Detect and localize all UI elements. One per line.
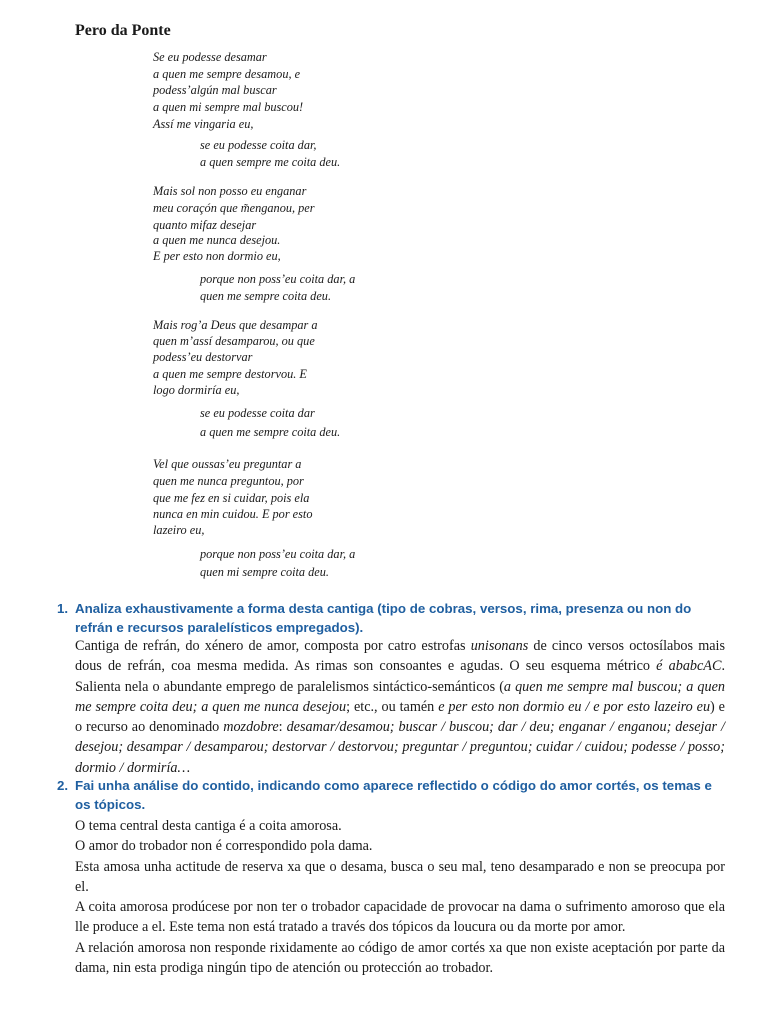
poem-line: E per esto non dormio eu, bbox=[153, 249, 281, 263]
poem-line: meu coraçón que m̃enganou, per bbox=[153, 201, 315, 215]
answer-1 bbox=[75, 636, 725, 778]
poem-line: Mais sol non posso eu enganar bbox=[153, 184, 307, 198]
poem-line: podess’eu destorvar bbox=[153, 350, 253, 364]
answer-text: . Salienta nela o abundante emprego de paralelismos sintáctico-semánticos ( bbox=[75, 658, 725, 695]
answer-paragraph: O tema central desta cantiga é a coita amorosa. bbox=[75, 818, 342, 834]
question-text: Fai unha análise do contido, indicando como aparece reflectido o código do amor cortés, os temas e os tópicos. bbox=[75, 778, 712, 812]
question-1 bbox=[57, 599, 725, 637]
refrain-line: a quen sempre me coita deu. bbox=[200, 155, 341, 169]
poem-line: quanto mifaz desejar bbox=[153, 218, 257, 232]
answer-text: : bbox=[278, 719, 287, 736]
question-text: Analiza exhaustivamente a forma desta cantiga (tipo de cobras, versos, rima, presenza ou non do refrán e recursos paralelísticos empregados). bbox=[75, 601, 692, 635]
poem-line: a quen me nunca desejou. bbox=[153, 233, 281, 247]
answer-italic: unisonans bbox=[470, 638, 529, 654]
poem-line: Mais rog’a Deus que desampar a bbox=[153, 318, 318, 332]
poem-title: Pero da Ponte bbox=[75, 22, 171, 39]
poem-line: Assí me vingaria eu, bbox=[153, 117, 254, 131]
answer-italic: desamar/desamou; buscar / buscou; dar / deu; enganar / enganou; desejar / desejou; desampar / desamparou; destorvar / destorvou; preguntar / preguntou; cuidar / cuidou; podesse / posso; dormio / dormiría… bbox=[75, 719, 725, 776]
answer-paragraph: A coita amorosa prodúcese por non ter o trobador capacidade de provocar na dama o sufrimento amoroso que ela lle produce a el. Este tema non está tratado a través dos tópicos da loucura ou da morte por amor. bbox=[75, 899, 725, 936]
answer-italic: a quen me sempre mal buscou; a quen me sempre coita deu; a quen me nunca desejou bbox=[75, 678, 725, 715]
poem-line: Vel que oussas’eu preguntar a bbox=[153, 457, 302, 471]
refrain-line: quen me sempre coita deu. bbox=[200, 289, 332, 303]
refrain-line: porque non poss’eu coita dar, a bbox=[200, 547, 356, 561]
answer-paragraph: Esta amosa unha actitude de reserva xa que o desama, busca o seu mal, teno desamparado e non se preocupa por el. bbox=[75, 858, 725, 895]
answer-paragraph: A relación amorosa non responde rixidamente ao código de amor cortés xa que non existe aceptación por parte da dama, nin esta prodiga ningún tipo de atención ou protección ao trobador. bbox=[75, 939, 725, 977]
question-number: 2. bbox=[57, 778, 69, 793]
answer-paragraph: O amor do trobador non é correspondido pola dama. bbox=[75, 838, 373, 855]
question-number: 1. bbox=[57, 601, 69, 616]
question-2 bbox=[57, 776, 725, 814]
answer-text: ) e o recurso ao denominado bbox=[75, 698, 725, 736]
poem-line: a quen me sempre desamou, e bbox=[153, 67, 301, 81]
refrain-line: se eu podesse coita dar, bbox=[200, 138, 317, 152]
poem-line: que me fez en si cuidar, pois ela bbox=[153, 491, 310, 505]
refrain-line: a quen me sempre coita deu. bbox=[200, 425, 341, 439]
answer-text: Cantiga de refrán, do xénero de amor, composta por catro estrofas bbox=[75, 638, 471, 654]
poem-line: podess’algún mal buscar bbox=[153, 83, 277, 97]
answer-italic: é ababcAC bbox=[656, 658, 722, 675]
poem-line: logo dormiría eu, bbox=[153, 383, 240, 397]
answer-italic: mozdobre bbox=[223, 719, 279, 736]
poem-line: lazeiro eu, bbox=[153, 523, 205, 537]
answer-paragraph bbox=[75, 636, 725, 778]
poem-line: quen m’assí desamparou, ou que bbox=[153, 334, 315, 348]
refrain-line: quen mi sempre coita deu. bbox=[200, 565, 329, 579]
answer-text: ; etc., ou tamén bbox=[346, 698, 439, 715]
poem-line: a quen me sempre destorvou. E bbox=[153, 367, 307, 381]
poem-line: quen me nunca preguntou, por bbox=[153, 474, 304, 488]
answer-italic: e per esto non dormio eu / e por esto lazeiro eu bbox=[438, 698, 711, 715]
refrain-line: se eu podesse coita dar bbox=[200, 406, 315, 420]
poem-line: Se eu podesse desamar bbox=[153, 50, 267, 64]
poem-line: nunca en min cuidou. E por esto bbox=[153, 507, 313, 521]
answer-text: de cinco versos octosílabos mais dous de refrán, coa mesma medida. As rimas son consoantes e agudas. O seu esquema métrico bbox=[75, 638, 725, 675]
refrain-line: porque non poss’eu coita dar, a bbox=[200, 272, 356, 286]
answer-2 bbox=[75, 816, 725, 978]
poem-line: a quen mi sempre mal buscou! bbox=[153, 100, 304, 114]
